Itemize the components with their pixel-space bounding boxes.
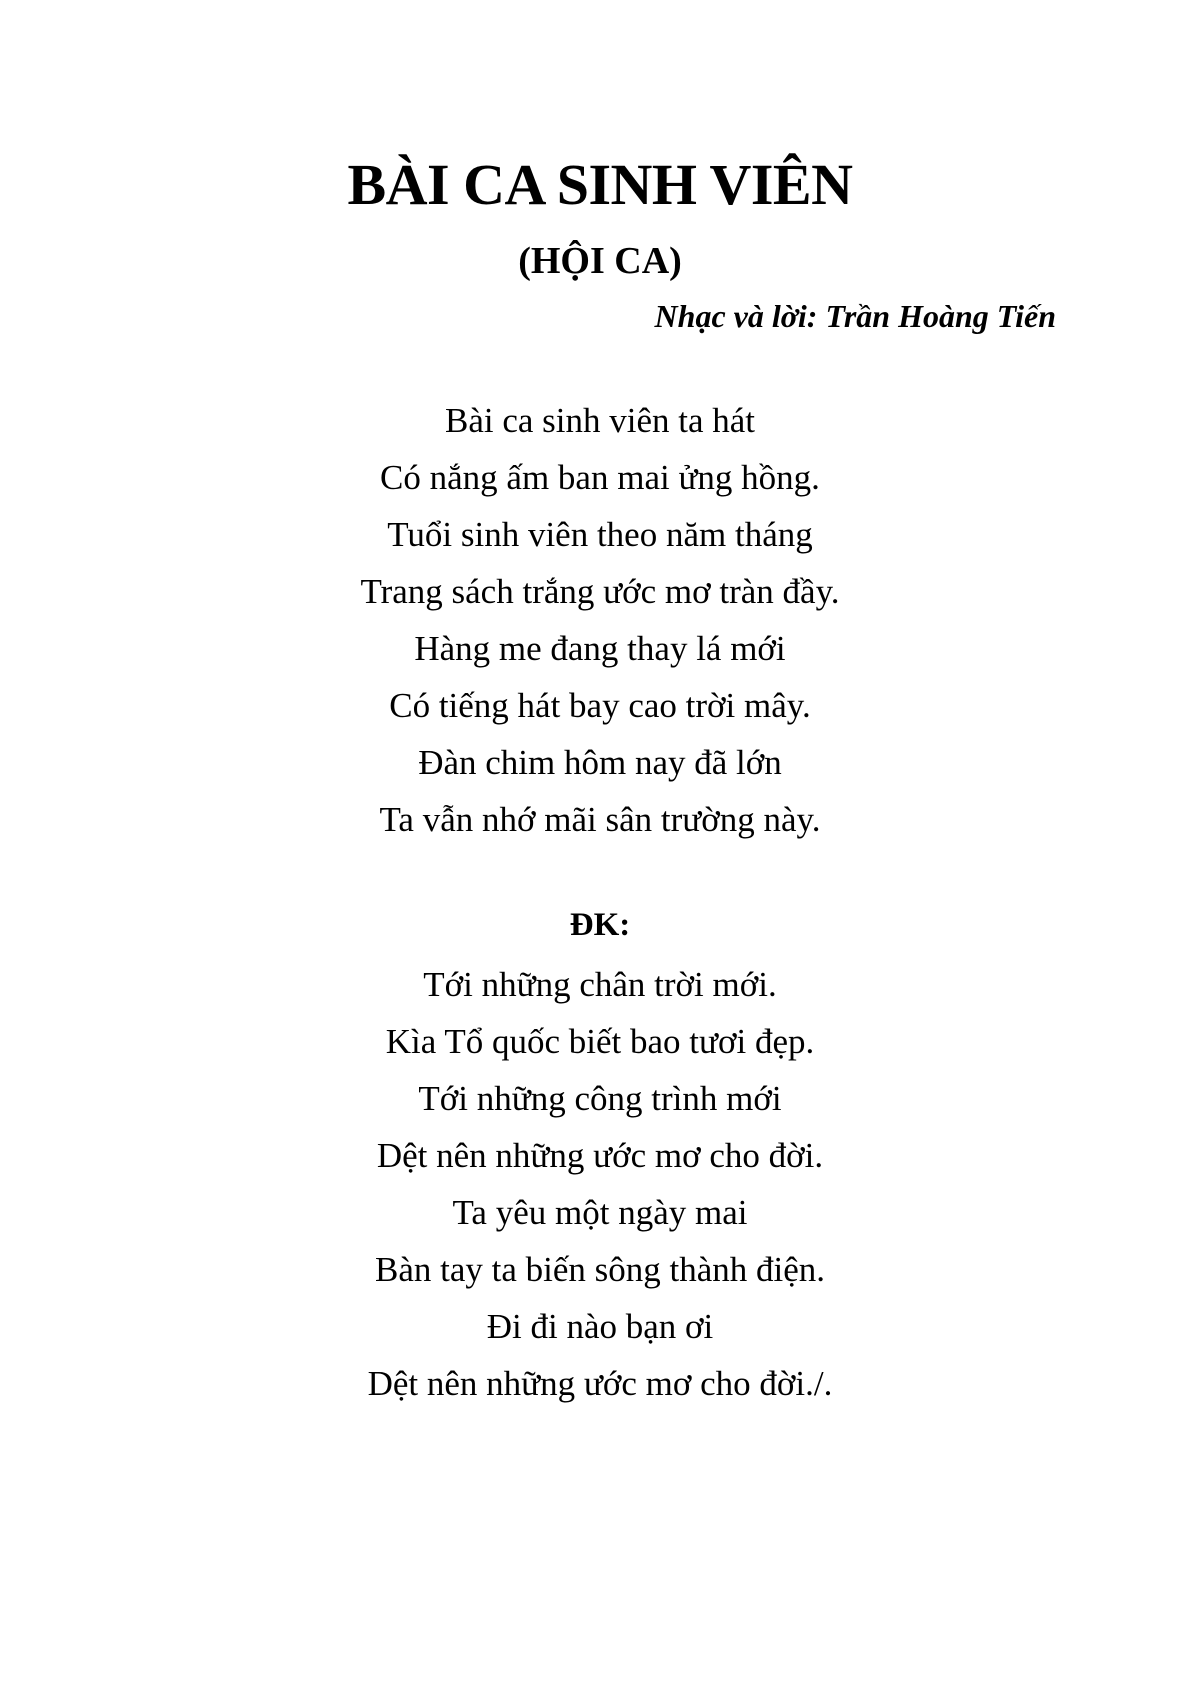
verse-line: Bài ca sinh viên ta hát	[444, 401, 756, 440]
chorus-line: Kìa Tổ quốc biết bao tươi đẹp.	[385, 1022, 815, 1061]
song-author: Nhạc và lời: Trần Hoàng Tiến	[654, 298, 1056, 334]
chorus-label: ĐK:	[569, 907, 631, 943]
chorus-line: Dệt nên những ước mơ cho đời.	[376, 1136, 824, 1175]
chorus-line: Bàn tay ta biến sông thành điện.	[374, 1250, 826, 1289]
verse-line: Trang sách trắng ước mơ tràn đầy.	[360, 572, 840, 611]
song-subtitle: (HỘI CA)	[518, 240, 682, 282]
chorus-lines	[0, 956, 1200, 1412]
chorus-line: Đi đi nào bạn ơi	[486, 1307, 714, 1346]
chorus-line: Tới những công trình mới	[418, 1079, 782, 1118]
verse-line: Tuổi sinh viên theo năm tháng	[387, 515, 813, 554]
verse-line: Ta vẫn nhớ mãi sân trường này.	[379, 800, 821, 839]
chorus-line: Ta yêu một ngày mai	[452, 1193, 748, 1232]
chorus-line: Dệt nên những ước mơ cho đời./.	[367, 1364, 833, 1403]
verse-line: Hàng me đang thay lá mới	[414, 629, 786, 668]
verse-lines	[0, 392, 1200, 848]
song-title: BÀI CA SINH VIÊN	[347, 152, 853, 217]
verse-line: Có tiếng hát bay cao trời mây.	[389, 686, 811, 725]
verse-line: Đàn chim hôm nay đã lớn	[418, 743, 782, 782]
chorus-line: Tới những chân trời mới.	[423, 965, 777, 1004]
verse-line: Có nắng ấm ban mai ửng hồng.	[380, 458, 820, 497]
